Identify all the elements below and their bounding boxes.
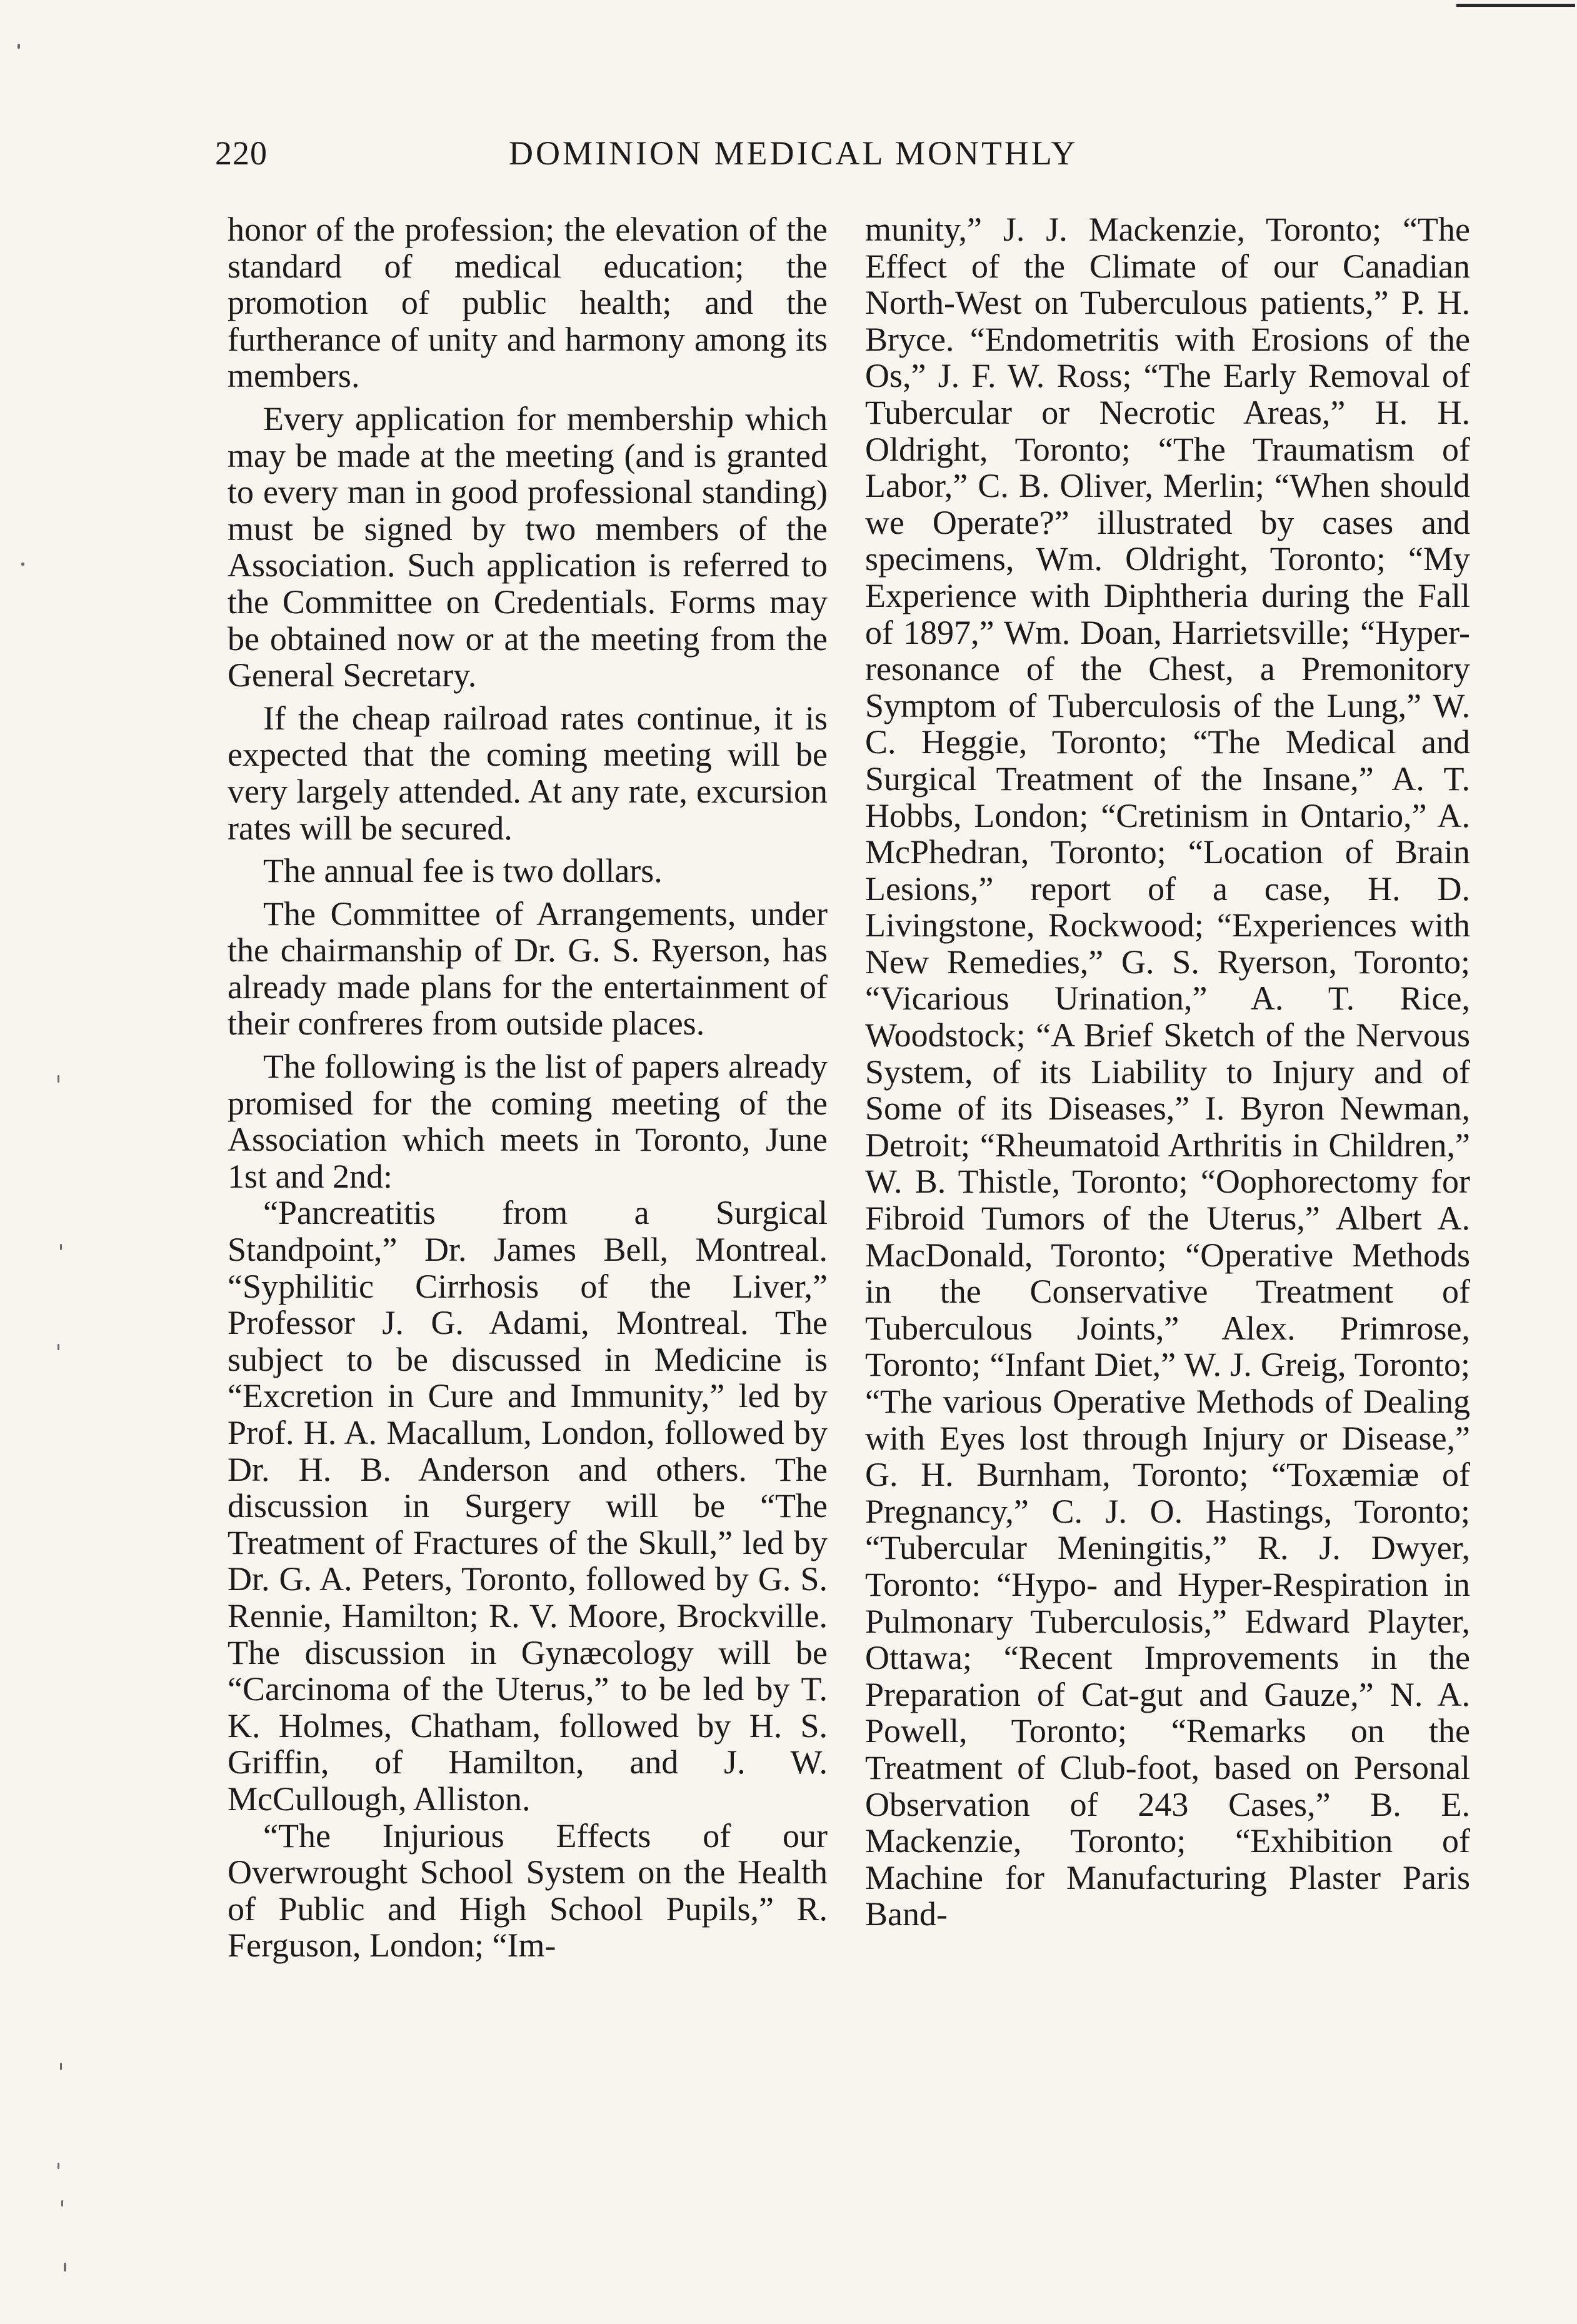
- running-title: DOMINION MEDICAL MONTHLY: [509, 134, 1078, 172]
- page-header: [215, 134, 1328, 178]
- right-column: [865, 211, 1470, 1939]
- paragraph: The annual fee is two dollars.: [263, 852, 663, 890]
- paragraph: The Committee of Arrangements, under the chairmanship of Dr. G. S. Ryerson, has already made plans for the entertainment of their confreres from outside places.: [228, 894, 828, 1043]
- top-rule: [1456, 4, 1575, 7]
- scan-margin-specks: [0, 0, 88, 2324]
- paragraph: The following is the list of papers already promised for the coming meeting of the Association which meets in Toronto, June 1st and 2nd:: [228, 1048, 828, 1195]
- page-number: 220: [215, 134, 268, 172]
- left-column: [228, 211, 828, 1970]
- paragraph: “Pancreatitis from a Surgical Standpoint,” Dr. James Bell, Montreal. “Syphilitic Cirrhosis of the Liver,” Professor J. G. Adami, Montreal. The subject to be discussed in Medicine is “Excretion in Cure and Immunity,” led by Prof. H. A. Macallum, London, followed by Dr. H. B. Anderson and others. The discussion in Surgery will be “The Treatment of Fractures of the Skull,” led by Dr. G. A. Peters, Toronto, followed by G. S. Rennie, Hamilton; R. V. Moore, Brockville. The discussion in Gynæcology will be “Carcinoma of the Uterus,” to be led by T. K. Holmes, Chatham, followed by H. S. Griffin, of Hamilton, and J. W. McCullough, Alliston.: [228, 1194, 828, 1818]
- paragraph: honor of the profession; the elevation of the standard of medical education; the promotion of public health; and the furtherance of unity and harmony among its members.: [228, 211, 828, 395]
- paragraph: Every application for membership which may be made at the meeting (and is granted to every man in good professional standing) must be signed by two members of the Association. Such application is referred to the Committee on Credentials. Forms may be obtained now or at the meeting from the General Secretary.: [228, 399, 828, 694]
- paragraph: If the cheap railroad rates continue, it is expected that the coming meeting will be very largely attended. At any rate, excursion rates will be secured.: [228, 699, 828, 847]
- paragraph: “The Injurious Effects of our Overwrought School System on the Health of Public and High School Pupils,” R. Ferguson, London; “Im-: [228, 1816, 828, 1965]
- paragraph: munity,” J. J. Mackenzie, Toronto; “The Effect of the Climate of our Canadian North-West on Tuberculous patients,” P. H. Bryce. “Endometritis with Erosions of the Os,” J. F. W. Ross; “The Early Removal of Tubercular or Necrotic Areas,” H. H. Oldright, Toronto; “The Traumatism of Labor,” C. B. Oliver, Merlin; “When should we Operate?” illustrated by cases and specimens, Wm. Oldright, Toronto; “My Experience with Diphtheria during the Fall of 1897,” Wm. Doan, Harrietsville; “Hyper-resonance of the Chest, a Premonitory Symptom of Tuberculosis of the Lung,” W. C. Heggie, Toronto; “The Medical and Surgical Treatment of the Insane,” A. T. Hobbs, London; “Cretinism in Ontario,” A. McPhedran, Toronto; “Location of Brain Lesions,” report of a case, H. D. Livingstone, Rockwood; “Experiences with New Remedies,” G. S. Ryerson, Toronto; “Vicarious Urination,” A. T. Rice, Woodstock; “A Brief Sketch of the Nervous System, of its Liability to Injury and of Some of its Diseases,” I. Byron Newman, Detroit; “Rheumatoid Arthritis in Children,” W. B. Thistle, Toronto; “Oophorectomy for Fibroid Tumors of the Uterus,” Albert A. MacDonald, Toronto; “Operative Methods in the Conservative Treatment of Tuberculous Joints,” Alex. Primrose, Toronto; “Infant Diet,” W. J. Greig, Toronto; “The various Operative Methods of Dealing with Eyes lost through Injury or Disease,” G. H. Burnham, Toronto; “Toxæmiæ of Pregnancy,” C. J. O. Hastings, Toronto; “Tubercular Meningitis,” R. J. Dwyer, Toronto: “Hypo- and Hyper-Respiration in Pulmonary Tuberculosis,” Edward Playter, Ottawa; “Recent Improvements in the Preparation of Cat-gut and Gauze,” N. A. Powell, Toronto; “Remarks on the Treatment of Club-foot, based on Personal Observation of 243 Cases,” B. E. Mackenzie, Toronto; “Exhibition of Machine for Manufacturing Plaster Paris Band-: [865, 211, 1470, 1933]
